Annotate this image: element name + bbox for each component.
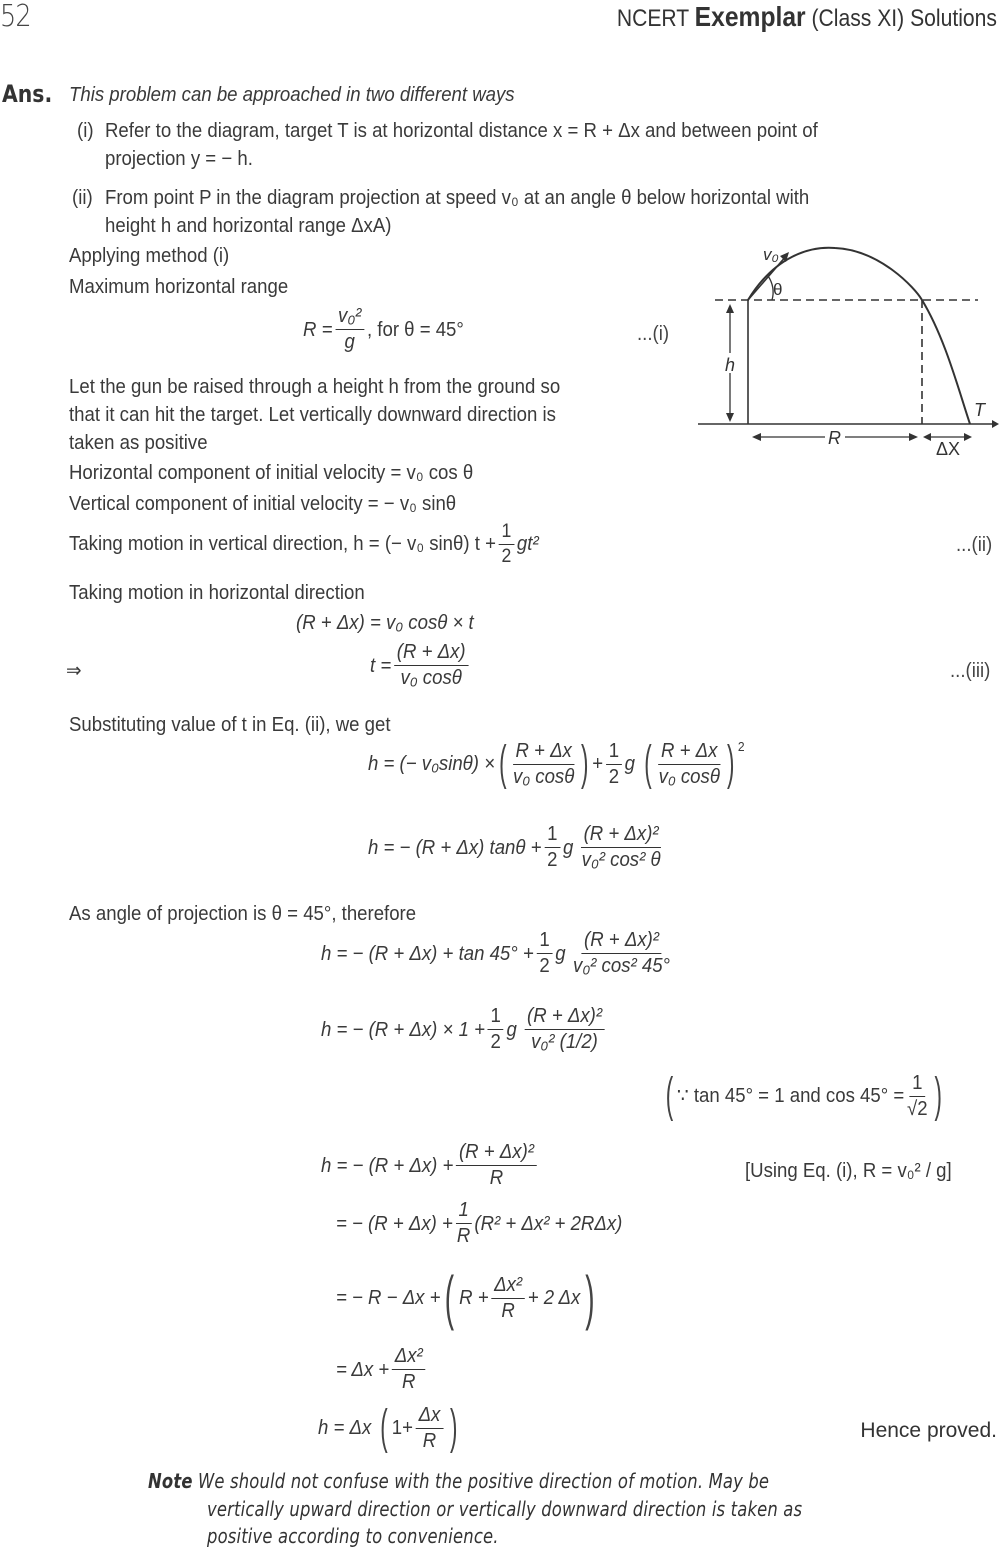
projectile-diagram: [690, 238, 999, 463]
equation-rdx: (R + Δx) = v₀ cosθ × t: [296, 612, 474, 634]
equation-1: [303, 306, 464, 353]
eq8-num: (R + Δx)²: [456, 1142, 537, 1166]
implies-symbol: ⇒: [66, 660, 82, 682]
equation-3: [370, 642, 471, 689]
eq12-lhs: h = Δx: [318, 1417, 372, 1439]
eq3-num: (R + Δx): [394, 642, 468, 666]
label-dx: ΔX: [936, 439, 961, 459]
eq7-den: v₀² (1/2): [531, 1031, 598, 1053]
eq2-den: 2: [501, 545, 512, 567]
eq6-fraction: [573, 930, 670, 977]
eq11-num: Δx²: [392, 1346, 426, 1370]
eq7-num: (R + Δx)²: [524, 1006, 605, 1030]
eq2-tail: gt²: [516, 533, 539, 556]
equation-2: [69, 522, 539, 567]
equation-5: h = − (R + Δx) tanθ + $\frac{1}{2}$ g $\frac{\text{(R + Δx)²}}{\text{v₀² cos² θ}}$: [368, 823, 661, 871]
eq10-fraction: [491, 1275, 525, 1322]
book-title-prefix: NCERT: [616, 5, 695, 32]
eq7-fraction: [524, 1006, 605, 1053]
answer-label: Ans.: [2, 80, 53, 108]
eq3-fraction: [394, 642, 468, 689]
eq4-a-den: v₀ cosθ: [512, 765, 575, 788]
as-angle-text: As angle of projection is θ = 45°, therefore: [69, 903, 417, 925]
because-num: 1: [909, 1073, 925, 1097]
eq6-num: (R + Δx)²: [581, 930, 662, 954]
eq9-lhs: = − (R + Δx) +: [336, 1212, 453, 1235]
because-fraction: [907, 1073, 928, 1120]
eq4-half-num: 1: [606, 741, 622, 765]
eq2-text: Taking motion in vertical direction, h = (− v₀ sinθ) t +: [69, 533, 496, 556]
max-range-label: Maximum horizontal range: [69, 276, 289, 298]
eq9-den: R: [456, 1225, 471, 1247]
eq4-frac-b: [658, 741, 720, 788]
label-v0: v₀: [763, 245, 779, 264]
equation-9: [336, 1200, 622, 1247]
eq4-frac-a: [513, 741, 575, 788]
eq4-a-num: R + Δx: [513, 741, 575, 765]
eq6-lhs: h = − (R + Δx) + tan 45° +: [321, 942, 534, 965]
method-i-line1: Refer to the diagram, target T is at horizontal distance x = R + Δx and between point of: [105, 120, 818, 142]
label-theta: θ: [773, 280, 783, 299]
label-T: T: [974, 400, 985, 420]
equation-11: [336, 1346, 428, 1393]
eq12-den: R: [422, 1429, 437, 1452]
eq4-square: 2: [737, 739, 745, 754]
equation-4: h = (− v₀sinθ) × ( $\frac{R + \Delta x}{\text{v₀ cosθ}}$ ) + $\frac{1}{2}$ g ( $\frac{R + \Delta x}{\text{v₀ cosθ}}$ ) $^2$: [368, 737, 745, 790]
eq12-fraction: [416, 1405, 443, 1452]
eq1-den: g: [344, 331, 355, 353]
eq5-half: $\frac{1}{2}$: [544, 824, 560, 871]
note-text-1: We should not confuse with the positive direction of motion. May be: [197, 1469, 770, 1493]
method-ii-marker: (ii): [72, 187, 93, 209]
para-line1: Let the gun be raised through a height h from the ground so: [69, 376, 561, 398]
eq9-fraction: [456, 1200, 472, 1247]
eq10-num: Δx²: [491, 1275, 525, 1299]
method-i-line2: projection y = − h.: [105, 148, 253, 170]
hence-proved: Hence proved.: [860, 1419, 997, 1442]
eq6-half: $\frac{1}{2}$: [537, 930, 553, 977]
eq10-lhs: = − R − Δx +: [336, 1287, 441, 1309]
eq4-b-num: R + Δx: [658, 741, 720, 765]
note-line2: vertically upward direction or vertically downward direction is taken as: [207, 1497, 803, 1521]
eq2-num: 1: [499, 522, 514, 545]
eq10-in-b: + 2 Δx: [527, 1287, 581, 1309]
para-line3: taken as positive: [69, 432, 208, 454]
equation-6: h = − (R + Δx) + tan 45° + $\frac{1}{2}$ g $\frac{\text{(R + Δx)²}}{\text{v₀² cos² 45°}}$: [321, 929, 670, 977]
eq1-number: ...(i): [637, 323, 670, 345]
note-label: Note: [148, 1469, 193, 1493]
eq4-lhs: h = (− v₀sinθ) ×: [368, 753, 496, 775]
eq9-num: 1: [456, 1200, 472, 1224]
eq11-fraction: [392, 1346, 426, 1393]
eq8-den: R: [489, 1167, 504, 1189]
eq5-den: v₀² cos² θ: [581, 849, 661, 871]
eq8-fraction: [456, 1142, 537, 1189]
eq3-den: v₀ cosθ: [400, 667, 462, 689]
eq4-half: [606, 741, 622, 788]
eq10-in-a: R +: [459, 1287, 489, 1309]
eq10-den: R: [501, 1299, 515, 1322]
book-title-bold: Exemplar: [694, 1, 806, 32]
eq7-half: $\frac{1}{2}$: [488, 1006, 504, 1053]
answer-intro: This problem can be approached in two different ways: [69, 84, 515, 106]
eq5-fraction: [581, 824, 662, 871]
applying-method: Applying method (i): [69, 245, 230, 267]
label-h: h: [725, 355, 736, 375]
eq2-fraction: [499, 522, 514, 567]
equation-10: = − R − Δx + ( R + $\frac{\text{Δx²}}{R}$ + 2 Δx ): [336, 1264, 595, 1331]
because-den: √2: [906, 1097, 928, 1120]
eq8-note: [Using Eq. (i), R = v₀² / g]: [745, 1160, 952, 1182]
eq4-plus: +: [592, 753, 604, 775]
eq7-lhs: h = − (R + Δx) × 1 +: [321, 1018, 485, 1041]
equation-8: [321, 1142, 540, 1189]
eq4-half-den: 2: [608, 765, 620, 788]
eq6-den: v₀² cos² 45°: [573, 955, 670, 977]
label-R: R: [828, 428, 841, 448]
eq1-lhs: R =: [303, 318, 333, 341]
eq11-lhs: = Δx +: [336, 1358, 390, 1381]
eq12-num: Δx: [416, 1405, 443, 1429]
eq3-lhs: t =: [370, 654, 392, 677]
because-note: ( ∵ tan 45° = 1 and cos 45° = $\frac{1}{√2}$ ): [665, 1069, 942, 1122]
para-line2: that it can hit the target. Let vertically downward direction is: [69, 404, 556, 426]
equation-12: h = Δx ( 1+ $\frac{\Delta x}{R}$ ): [318, 1401, 458, 1454]
eq12-in: 1+: [391, 1417, 413, 1439]
page-number: 52: [0, 0, 31, 34]
eq4-g: g: [624, 753, 636, 775]
vertical-component: Vertical component of initial velocity = − v₀ sinθ: [69, 493, 457, 515]
note-line3: positive according to convenience.: [207, 1524, 499, 1548]
method-ii-line2: height h and horizontal range ΔxA): [105, 215, 392, 237]
method-ii-line1: From point P in the diagram projection at speed v₀ at an angle θ below horizontal with: [105, 187, 810, 209]
eq11-den: R: [402, 1371, 416, 1393]
method-i-marker: (i): [77, 120, 94, 142]
horizontal-motion: Taking motion in horizontal direction: [69, 582, 365, 604]
book-title-suffix: (Class XI) Solutions: [805, 5, 997, 32]
note-line1: [148, 1471, 769, 1491]
substituting-text: Substituting value of t in Eq. (ii), we get: [69, 714, 391, 736]
eq3-number: ...(iii): [950, 660, 991, 682]
eq1-tail: , for θ = 45°: [366, 318, 464, 341]
eq2-number: ...(ii): [956, 534, 993, 556]
eq1-num: v₀²: [335, 306, 364, 330]
eq9-tail: (R² + Δx² + 2RΔx): [474, 1212, 623, 1235]
eq5-lhs: h = − (R + Δx) tanθ +: [368, 836, 542, 859]
equation-7: h = − (R + Δx) × 1 + $\frac{1}{2}$ g $\frac{\text{(R + Δx)²}}{\text{v₀² (1/2)}}$: [321, 1006, 608, 1053]
book-title: [617, 3, 997, 31]
because-text: ∵ tan 45° = 1 and cos 45° =: [676, 1085, 905, 1107]
eq1-fraction: [335, 306, 364, 353]
horizontal-component: Horizontal component of initial velocity = v₀ cos θ: [69, 462, 474, 484]
eq4-b-den: v₀ cosθ: [658, 765, 720, 788]
eq8-lhs: h = − (R + Δx) +: [321, 1154, 454, 1177]
eq5-num: (R + Δx)²: [581, 824, 662, 848]
